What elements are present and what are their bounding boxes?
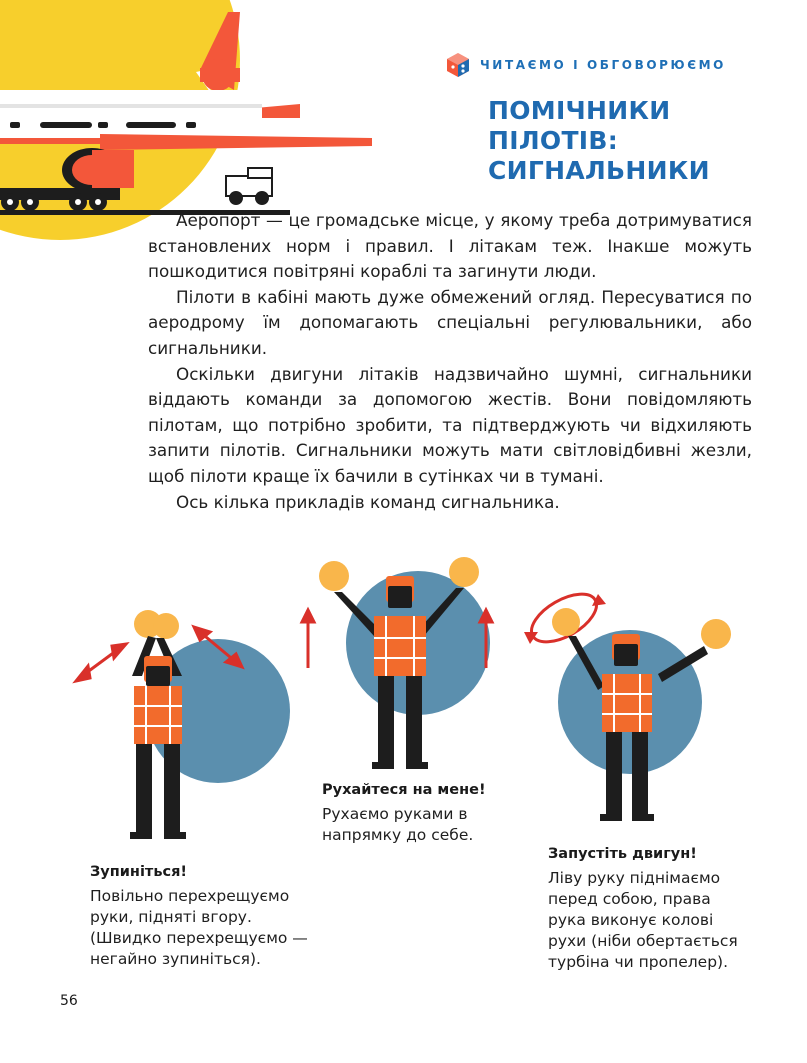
paragraph: Пілоти в кабіні мають дуже обмежений огляд. Пересуватися по аеродрому їм допомагають спеціальні регулювальники, або сигнальники. xyxy=(148,286,752,358)
caption-line: Ліву руку піднімаємо xyxy=(548,869,721,887)
caption-line: напрямку до себе. xyxy=(322,826,474,844)
article-body xyxy=(148,208,752,515)
signal-title: Зупиніться! xyxy=(90,864,188,880)
section-label: ЧИТАЄМО І ОБГОВОРЮЄМО xyxy=(480,58,726,72)
signal-caption xyxy=(322,782,532,846)
signal-caption xyxy=(90,864,330,970)
caption-line: руки, підняті вгору. xyxy=(90,908,252,926)
title-line: СИГНАЛЬНИКИ xyxy=(488,156,710,185)
signal-caption xyxy=(548,846,788,973)
signal-title: Рухайтеся на мене! xyxy=(322,782,486,798)
signal-description xyxy=(90,886,330,970)
caption-line: негайно зупиніться). xyxy=(90,950,261,968)
signal-description xyxy=(322,804,532,846)
paragraph: Ось кілька прикладів команд сигнальника. xyxy=(176,491,560,512)
caption-line: рухи (ніби обертається xyxy=(548,932,738,950)
paragraph: Оскільки двигуни літаків надзвичайно шумні, сигнальники віддають команди за допомогою жестів. Вони повідомляють пілотам, що потрібно зробити, та підтверджують чи відхиляють запити пілотів. Сигнальники можуть мати світловідбивні жезли, щоб пілоти краще їх бачили в сутінках чи в тумані. xyxy=(148,363,752,486)
section-tag xyxy=(446,52,726,78)
caption-line: рука виконує колові xyxy=(548,911,714,929)
signal-description xyxy=(548,868,788,973)
dice-icon xyxy=(446,52,470,78)
paragraph: Аеропорт — це громадське місце, у якому треба дотримуватися встановлених норм і правил. І літакам теж. Інакше можуть пошкодитися повітряні кораблі та загинути люди. xyxy=(148,210,752,282)
page-number: 56 xyxy=(60,993,78,1009)
caption-line: турбіна чи пропелер). xyxy=(548,953,729,971)
caption-line: (Швидко перехрещуємо — xyxy=(90,929,308,947)
marshaller-start-engine-icon xyxy=(520,582,790,872)
page-title xyxy=(488,96,710,186)
signal-title: Запустіть двигун! xyxy=(548,846,697,862)
title-line: ПОМІЧНИКИ xyxy=(488,96,671,125)
title-line: ПІЛОТІВ: xyxy=(488,126,619,155)
caption-line: перед собою, права xyxy=(548,890,711,908)
caption-line: Повільно перехрещуємо xyxy=(90,887,290,905)
caption-line: Рухаємо руками в xyxy=(322,805,468,823)
